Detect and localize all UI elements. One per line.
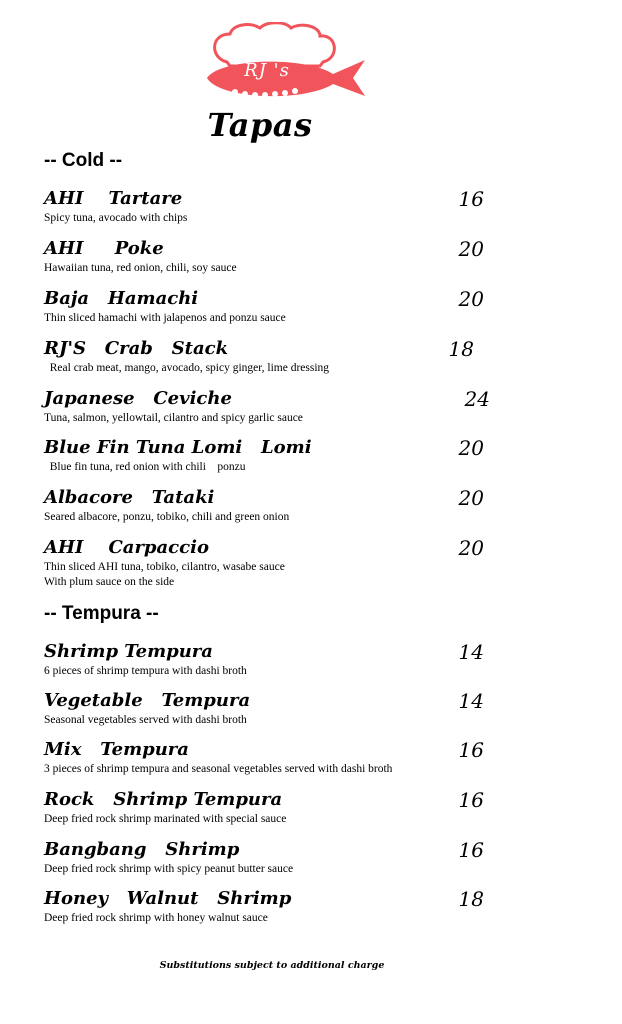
item-price: 16 [458, 738, 484, 762]
menu-item [44, 838, 484, 877]
item-price: 16 [458, 788, 484, 812]
item-price: 20 [458, 486, 484, 510]
item-description: 6 pieces of shrimp tempura with dashi broth [44, 665, 247, 677]
item-description: Thin sliced AHI tuna, tobiko, cilantro, wasabe sauce With plum sauce on the side [44, 561, 285, 588]
item-description: Tuna, salmon, yellowtail, cilantro and spicy garlic sauce [44, 412, 303, 424]
item-name: Baja Hamachi [44, 288, 199, 309]
item-price: 14 [458, 689, 484, 713]
menu-item [44, 689, 484, 728]
item-name: Mix Tempura [44, 739, 189, 760]
section-heading-cold: -- Cold -- [44, 150, 123, 171]
menu-item [44, 436, 484, 475]
logo-text: RJ 's [244, 60, 290, 81]
item-name: RJ'S Crab Stack [44, 338, 229, 359]
item-description: Seasonal vegetables served with dashi broth [44, 714, 247, 726]
menu-item [44, 237, 484, 276]
item-name: Japanese Ceviche [44, 388, 232, 409]
menu-item [44, 887, 484, 926]
menu-item [44, 738, 484, 777]
menu-item [44, 387, 490, 426]
item-price: 14 [458, 640, 484, 664]
item-name: Blue Fin Tuna Lomi Lomi [44, 437, 312, 458]
item-description: Deep fried rock shrimp with spicy peanut butter sauce [44, 863, 294, 875]
item-name: Shrimp Tempura [44, 641, 213, 662]
item-price: 20 [458, 287, 484, 311]
item-name: Albacore Tataki [44, 487, 215, 508]
item-price: 16 [458, 838, 484, 862]
section-heading-tempura: -- Tempura -- [44, 603, 159, 624]
item-description: Seared albacore, ponzu, tobiko, chili and green onion [44, 511, 290, 523]
item-description: Deep fried rock shrimp marinated with special sauce [44, 813, 287, 825]
item-price: 24 [464, 387, 490, 411]
menu-item [44, 788, 484, 827]
item-price: 18 [458, 887, 484, 911]
item-description: Real crab meat, mango, avocado, spicy ginger, lime dressing [44, 362, 330, 374]
item-description: Blue fin tuna, red onion with chili ponzu [44, 461, 246, 473]
item-description: Hawaiian tuna, red onion, chili, soy sauce [44, 262, 237, 274]
menu-item [44, 187, 484, 226]
menu-item [44, 486, 484, 525]
item-name: Rock Shrimp Tempura [44, 789, 283, 810]
item-price: 20 [458, 536, 484, 560]
item-price: 20 [458, 436, 484, 460]
menu-item [44, 337, 484, 376]
item-name: AHI Carpaccio [44, 537, 209, 558]
menu-item [44, 287, 484, 326]
item-name: AHI Tartare [44, 188, 183, 209]
item-description: Thin sliced hamachi with jalapenos and ponzu sauce [44, 312, 286, 324]
item-description: Deep fried rock shrimp with honey walnut sauce [44, 912, 268, 924]
menu-item [44, 536, 484, 590]
item-description: Spicy tuna, avocado with chips [44, 212, 188, 224]
item-price: 18 [448, 337, 474, 361]
item-name: Vegetable Tempura [44, 690, 251, 711]
item-name: Bangbang Shrimp [44, 839, 240, 860]
item-price: 20 [458, 237, 484, 261]
item-name: AHI Poke [44, 238, 164, 259]
item-name: Honey Walnut Shrimp [44, 888, 292, 909]
page-title: Tapas [207, 106, 313, 144]
item-price: 16 [458, 187, 484, 211]
item-description: 3 pieces of shrimp tempura and seasonal vegetables served with dashi broth [44, 763, 393, 775]
footer-note: Substitutions subject to additional charge [159, 960, 385, 971]
menu-item [44, 640, 484, 679]
